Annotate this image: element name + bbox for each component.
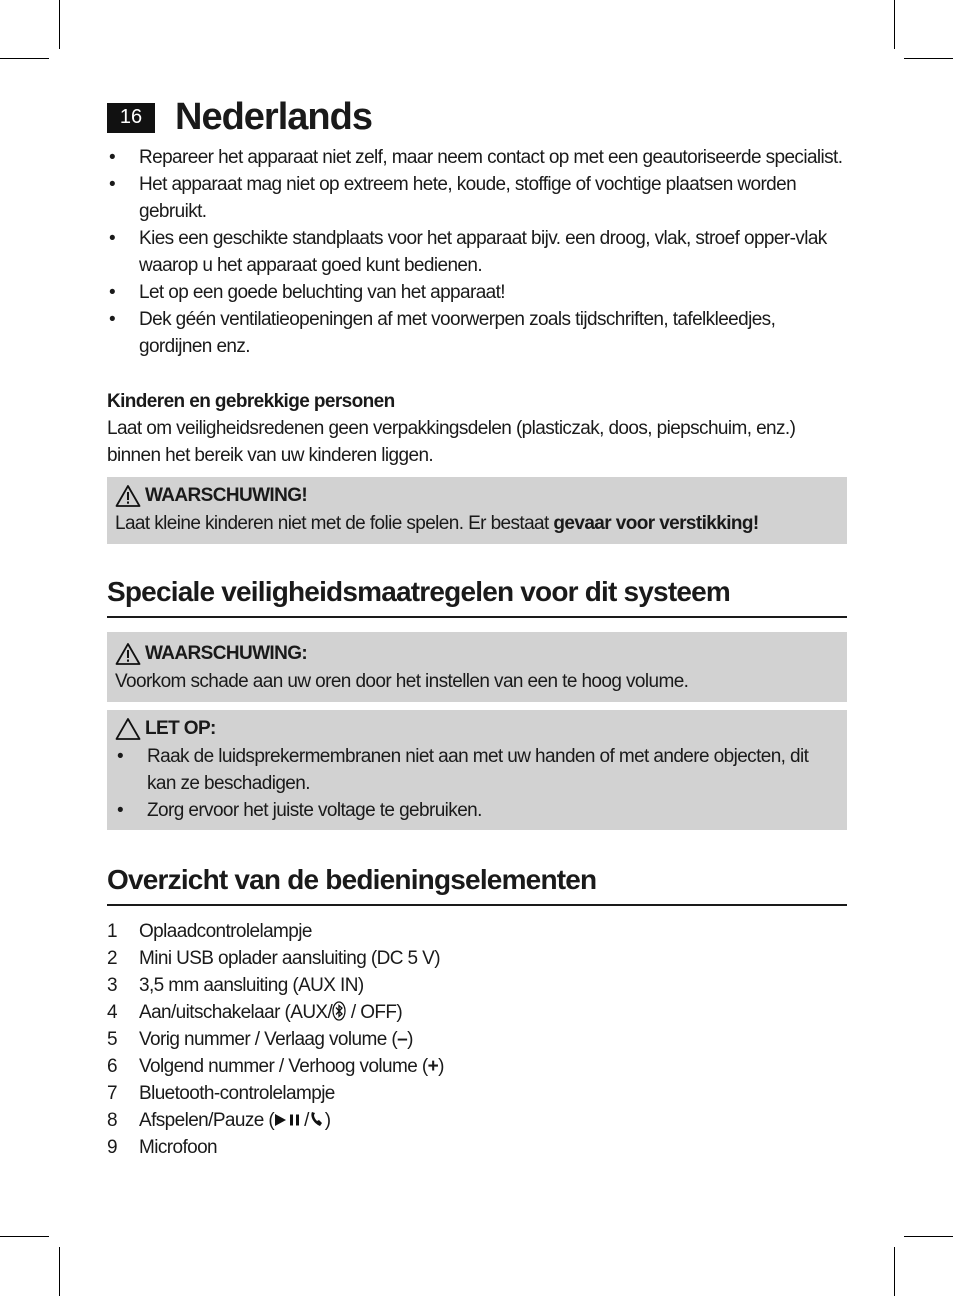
item-label	[139, 1026, 413, 1053]
section-title-safety: Speciale veiligheidsmaatregelen voor dit systeem	[107, 572, 847, 618]
controls-list	[107, 918, 847, 1161]
item-label: Oplaadcontrolelampje	[139, 921, 312, 942]
caution-list	[115, 743, 839, 824]
list-item	[107, 972, 847, 999]
list-item: • Het apparaat mag niet op extreem hete, koude, stoffige of vochtige plaatsen worden gebruikt.	[107, 171, 847, 225]
warning-title-text: WAARSCHUWING!	[145, 485, 308, 506]
item-number: 7	[107, 1083, 117, 1104]
item-label	[139, 999, 402, 1026]
warning-text: Voorkom schade aan uw oren door het instellen van een te hoog volume.	[115, 671, 689, 692]
warning-text	[115, 510, 839, 538]
item-label: Microfoon	[139, 1137, 218, 1158]
item-label-pre: Vorig nummer / Verlaag volume (	[139, 1029, 398, 1050]
item-number: 3	[107, 975, 117, 996]
minus-symbol: –	[397, 1029, 408, 1050]
list-item	[107, 1026, 847, 1053]
warning-title	[115, 482, 839, 510]
item-label: 3,5 mm aansluiting (AUX IN)	[139, 975, 364, 996]
crop-mark	[59, 0, 60, 49]
warning-text-plain: Laat kleine kinderen niet met de folie spelen. Er bestaat	[115, 513, 554, 534]
caution-title	[115, 715, 839, 743]
item-label	[139, 1053, 444, 1080]
item-number: 4	[107, 1002, 117, 1023]
item-label-mid: /	[304, 1110, 309, 1131]
item-label-pre: Volgend nummer / Verhoog volume (	[139, 1056, 428, 1077]
caution-triangle-icon	[115, 717, 141, 741]
item-label-post: )	[407, 1029, 413, 1050]
crop-mark	[904, 58, 953, 59]
caution-title-text: LET OP:	[145, 718, 216, 739]
list-item	[107, 1053, 847, 1080]
crop-mark	[0, 1236, 49, 1237]
item-label: Bluetooth-controlelampje	[139, 1083, 335, 1104]
page-number: 16	[107, 103, 155, 133]
item-label-pre: Aan/uitschakelaar (AUX/	[139, 1002, 333, 1023]
section-title-controls: Overzicht van de bedieningselementen	[107, 860, 847, 906]
list-item: • Let op een goede beluchting van het apparaat!	[107, 279, 847, 306]
item-label	[139, 1107, 331, 1134]
item-number: 8	[107, 1110, 117, 1131]
item-label-post: / OFF)	[346, 1002, 403, 1023]
list-item: • Raak de luidsprekermembranen niet aan met uw handen of met andere objecten, dit kan ze beschadigen.	[115, 743, 839, 797]
crop-mark	[894, 1247, 895, 1296]
phone-icon	[309, 1109, 325, 1129]
list-item	[107, 1080, 847, 1107]
item-number: 1	[107, 921, 117, 942]
item-label-post: )	[438, 1056, 444, 1077]
list-item	[107, 1107, 847, 1134]
list-item: • Repareer het apparaat niet zelf, maar neem contact op met een geautoriseerde specialist.	[107, 144, 847, 171]
crop-mark	[59, 1247, 60, 1296]
item-number: 2	[107, 948, 117, 969]
crop-mark	[904, 1236, 953, 1237]
page-content	[107, 144, 847, 1161]
item-number: 6	[107, 1056, 117, 1077]
play-pause-icon	[274, 1111, 304, 1129]
warning-title-text: WAARSCHUWING:	[145, 643, 308, 664]
children-text: Laat om veiligheidsredenen geen verpakkingsdelen (plasticzak, doos, piepschuim, enz.) binnen het bereik van uw kinderen liggen.	[107, 418, 796, 466]
list-item	[107, 945, 847, 972]
item-label-pre: Afspelen/Pauze (	[139, 1110, 275, 1131]
plus-symbol: +	[427, 1056, 439, 1077]
warning-box	[107, 632, 847, 702]
list-item	[107, 999, 847, 1026]
list-item: • Dek géén ventilatieopeningen af met voorwerpen zoals tijdschriften, tafelkleedjes, gordijnen enz.	[107, 306, 847, 360]
crop-mark	[894, 0, 895, 49]
safety-list	[107, 144, 847, 360]
list-item	[107, 1134, 847, 1161]
item-label-post: )	[324, 1110, 331, 1131]
list-item: • Kies een geschikte standplaats voor het apparaat bijv. een droog, vlak, stroef opper-vlak waarop u het apparaat goed kunt bedienen.	[107, 225, 847, 279]
caution-box	[107, 710, 847, 830]
list-item	[107, 918, 847, 945]
warning-box	[107, 477, 847, 544]
item-label: Mini USB oplader aansluiting (DC 5 V)	[139, 948, 440, 969]
crop-mark	[0, 58, 49, 59]
list-item: • Zorg ervoor het juiste voltage te gebruiken.	[115, 797, 839, 824]
bluetooth-icon	[332, 1001, 346, 1021]
item-number: 9	[107, 1137, 117, 1158]
language-title: Nederlands	[175, 96, 372, 138]
warning-emphasis: gevaar voor verstikking!	[553, 513, 759, 534]
children-heading: Kinderen en gebrekkige personen	[107, 391, 395, 412]
warning-triangle-icon	[115, 484, 141, 508]
warning-title	[115, 640, 839, 668]
page-header	[107, 96, 372, 139]
warning-triangle-icon	[115, 642, 141, 666]
item-number: 5	[107, 1029, 117, 1050]
